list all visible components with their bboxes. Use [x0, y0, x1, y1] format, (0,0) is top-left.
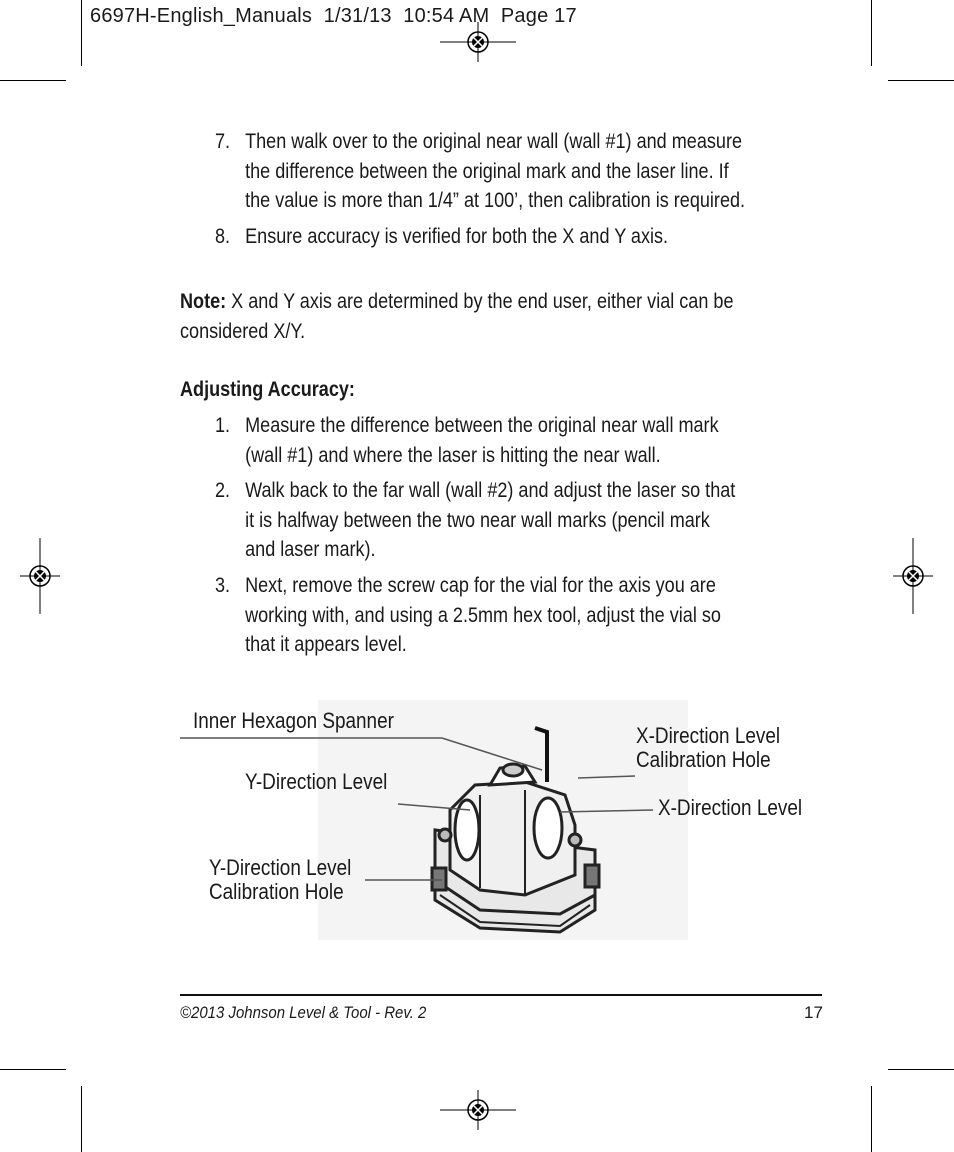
printer-slug: 6697H-English_Manuals 1/31/13 10:54 AM Page 17: [90, 5, 577, 27]
crop-mark-br-v: [871, 1086, 872, 1152]
step-number: 8.: [215, 225, 231, 248]
label-x-direction-level: X-Direction Level: [658, 795, 803, 820]
step-line: Ensure accuracy is verified for both the X and Y axis.: [245, 225, 669, 248]
page-number: 17: [804, 1003, 823, 1022]
step-line: working with, and using a 2.5mm hex tool, adjust the vial so: [245, 603, 721, 627]
step-number: 2.: [215, 479, 231, 502]
step-line: and laser mark).: [245, 538, 376, 561]
step-line: Measure the difference between the original near wall mark: [245, 414, 719, 437]
step-number: 1.: [215, 414, 231, 437]
footer-copyright: ©2013 Johnson Level & Tool - Rev. 2: [180, 1003, 427, 1022]
registration-mark-right: [893, 538, 933, 614]
registration-mark-bottom: [440, 1090, 516, 1130]
crop-mark-tr-v: [871, 0, 872, 66]
label-inner-hexagon-spanner: Inner Hexagon Spanner: [193, 708, 394, 733]
footer-rule: [180, 994, 822, 996]
step-line: Next, remove the screw cap for the vial for the axis you are: [245, 574, 716, 597]
crop-mark-tr-h: [888, 80, 954, 81]
step-line: the value is more than 1/4” at 100’, then calibration is required.: [245, 189, 746, 212]
crop-mark-br-h: [888, 1069, 954, 1070]
step-line: (wall #1) and where the laser is hitting the near wall.: [245, 443, 661, 467]
section-heading: Adjusting Accuracy:: [180, 378, 355, 401]
crop-mark-tl-h: [0, 80, 66, 81]
note-label: Note:: [180, 290, 227, 313]
step-line: Then walk over to the original near wall (wall #1) and measure: [245, 130, 743, 153]
step-line: the difference between the original mark and the laser line. If: [245, 159, 729, 183]
step-line: it is halfway between the two near wall marks (pencil mark: [245, 508, 710, 532]
step-line: that it appears level.: [245, 633, 407, 656]
label-x-calibration-hole-line2: Calibration Hole: [636, 747, 771, 772]
crop-mark-bl-h: [0, 1069, 66, 1070]
registration-mark-top: [440, 22, 516, 62]
note-text-line1: X and Y axis are determined by the end user, either vial can be: [231, 290, 734, 313]
label-y-calibration-hole-line2: Calibration Hole: [209, 879, 344, 904]
note-text-line2: considered X/Y.: [180, 319, 306, 343]
crop-mark-bl-v: [81, 1086, 82, 1152]
crop-mark-tl-v: [81, 0, 82, 66]
note-paragraph: [180, 287, 842, 346]
label-x-calibration-hole-line1: X-Direction Level: [636, 723, 781, 748]
registration-mark-left: [20, 538, 60, 614]
step-number: 3.: [215, 574, 231, 597]
step-line: Walk back to the far wall (wall #2) and adjust the laser so that: [245, 479, 736, 502]
label-y-calibration-hole-line1: Y-Direction Level: [209, 855, 352, 880]
step-number: 7.: [215, 130, 231, 153]
label-y-direction-level: Y-Direction Level: [245, 769, 388, 794]
